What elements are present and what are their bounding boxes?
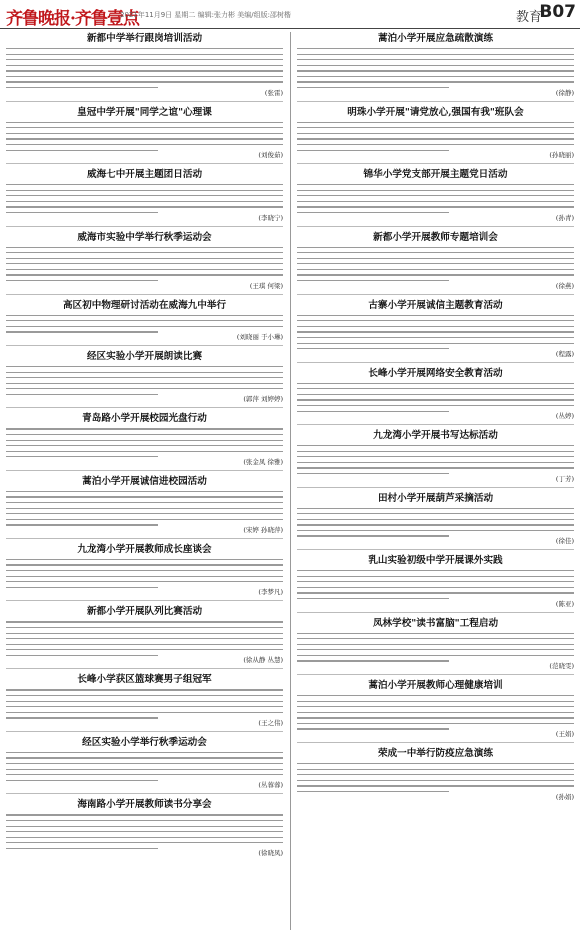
text-line — [6, 144, 283, 145]
text-line — [6, 320, 283, 321]
article-headline: 凤林学校"读书富脑"工程启动 — [372, 617, 499, 629]
text-line — [297, 706, 574, 707]
text-line — [6, 576, 283, 577]
text-line — [297, 399, 574, 400]
text-line — [6, 206, 283, 207]
article-body — [6, 366, 283, 395]
text-line — [6, 491, 283, 492]
article-body — [6, 559, 283, 588]
article-headline: 锦华小学党支部开展主题党日活动 — [363, 169, 508, 181]
news-article — [6, 736, 283, 789]
article-byline: (宋婷 孙晓萍) — [243, 525, 283, 534]
article-body — [297, 184, 574, 213]
text-line — [297, 462, 574, 463]
text-line — [297, 513, 574, 514]
article-headline: 新都小学开展队列比赛活动 — [86, 606, 203, 618]
text-line — [297, 633, 574, 634]
news-article — [297, 367, 574, 420]
text-line — [6, 133, 283, 134]
news-article — [6, 605, 283, 664]
text-line — [6, 456, 158, 457]
article-headline: 经区实验小学开展朗读比赛 — [86, 350, 203, 362]
news-article — [6, 798, 283, 857]
article-body — [297, 48, 574, 88]
text-line — [297, 133, 574, 134]
text-line — [6, 655, 158, 656]
article-separator — [6, 793, 283, 794]
text-line — [6, 87, 158, 88]
text-line — [6, 706, 283, 707]
text-line — [297, 76, 574, 77]
article-separator — [297, 163, 574, 164]
text-line — [297, 717, 574, 718]
text-line — [6, 190, 283, 191]
news-article — [6, 412, 283, 465]
text-line — [297, 530, 574, 531]
news-article — [297, 299, 574, 358]
article-byline: (丛婷) — [555, 412, 574, 421]
text-line — [6, 326, 283, 327]
text-line — [6, 434, 283, 435]
text-line — [6, 826, 283, 827]
text-line — [6, 842, 283, 843]
text-line — [6, 752, 283, 753]
text-line — [297, 252, 574, 253]
article-headline: 长峰小学开展网络安全教育活动 — [368, 367, 503, 379]
article-body — [6, 752, 283, 781]
text-line — [6, 627, 283, 628]
article-byline: (陈亚) — [555, 599, 574, 608]
text-line — [297, 467, 574, 468]
text-line — [6, 496, 283, 497]
issue-info: 2021年11月9日 星期二 编辑:张力彬 美编/组版:邵树楷 — [120, 11, 291, 19]
news-article — [6, 32, 283, 97]
text-line — [6, 247, 283, 248]
text-line — [6, 122, 283, 123]
text-line — [297, 280, 449, 281]
text-line — [297, 655, 574, 656]
section-name: 教育 — [515, 10, 542, 25]
text-line — [297, 774, 574, 775]
text-line — [297, 576, 574, 577]
article-byline: (王琪 何梁) — [249, 281, 283, 290]
article-body — [6, 122, 283, 151]
text-line — [6, 638, 283, 639]
article-separator — [297, 612, 574, 613]
article-body — [6, 184, 283, 213]
article-headline: 蒿泊小学开展应急疏散演练 — [377, 33, 494, 44]
column-divider — [290, 32, 291, 930]
article-separator — [6, 407, 283, 408]
article-headline: 威海市实验中学举行秋季运动会 — [77, 231, 212, 243]
article-headline: 新都中学举行跟岗培训活动 — [86, 33, 203, 44]
article-separator — [297, 294, 574, 295]
text-line — [6, 138, 283, 139]
article-headline: 古寨小学开展诚信主题教育活动 — [368, 299, 503, 311]
article-byline: (徐静) — [555, 88, 574, 97]
article-byline: (刘晓丽 于小琳) — [236, 332, 283, 341]
news-article — [297, 492, 574, 545]
text-line — [297, 269, 574, 270]
text-line — [297, 587, 574, 588]
article-body — [297, 445, 574, 474]
text-line — [6, 570, 283, 571]
text-line — [297, 638, 574, 639]
article-byline: (徐从静 丛慧) — [243, 656, 283, 665]
article-separator — [297, 674, 574, 675]
text-line — [297, 524, 574, 525]
text-line — [6, 315, 283, 316]
news-article — [297, 168, 574, 221]
text-line — [297, 411, 449, 412]
text-line — [6, 519, 283, 520]
article-headline: 蒿泊小学开展诚信进校园活动 — [82, 475, 207, 487]
article-headline: 蒿泊小学开展教师心理健康培训 — [368, 680, 503, 691]
text-line — [297, 763, 574, 764]
article-byline: (丛蓉蓉) — [258, 781, 283, 790]
article-byline: (徐晓凤) — [258, 849, 283, 858]
article-byline: (李晓宁) — [258, 213, 283, 222]
article-headline: 乳山实验初级中学开展课外实践 — [368, 555, 503, 567]
article-separator — [297, 362, 574, 363]
article-headline: 新都小学开展教师专题培训会 — [373, 231, 498, 243]
text-line — [297, 274, 574, 275]
text-line — [297, 138, 574, 139]
text-line — [297, 144, 574, 145]
text-line — [6, 587, 158, 588]
news-article — [297, 617, 574, 670]
text-line — [297, 184, 574, 185]
text-line — [6, 440, 283, 441]
text-line — [6, 774, 283, 775]
article-separator — [6, 538, 283, 539]
article-headline: 经区实验小学举行秋季运动会 — [82, 736, 207, 748]
text-line — [6, 274, 283, 275]
text-line — [6, 848, 158, 849]
text-line — [6, 621, 283, 622]
text-line — [297, 247, 574, 248]
text-line — [297, 54, 574, 55]
text-line — [6, 184, 283, 185]
news-article — [297, 747, 574, 800]
newspaper-logo: 齐鲁晚报·齐鲁壹点 — [6, 9, 139, 29]
text-line — [6, 649, 283, 650]
news-article — [297, 429, 574, 482]
text-line — [6, 763, 283, 764]
text-line — [6, 837, 283, 838]
news-article — [297, 106, 574, 159]
article-headline: 九龙湾小学开展书写达标活动 — [373, 430, 498, 442]
text-line — [6, 559, 283, 560]
text-line — [6, 712, 283, 713]
text-line — [297, 122, 574, 123]
text-line — [297, 81, 574, 82]
text-line — [297, 598, 449, 599]
article-separator — [6, 345, 283, 346]
text-line — [297, 258, 574, 259]
text-line — [297, 728, 449, 729]
text-line — [297, 592, 574, 593]
article-byline: (刘俊茹) — [258, 151, 283, 160]
text-line — [6, 388, 283, 389]
text-line — [297, 190, 574, 191]
news-article — [6, 168, 283, 221]
article-body — [297, 633, 574, 662]
article-byline: (孙青) — [555, 213, 574, 222]
article-body — [297, 315, 574, 350]
text-line — [6, 76, 283, 77]
text-line — [297, 320, 574, 321]
text-line — [6, 127, 283, 128]
text-line — [297, 348, 449, 349]
text-line — [297, 445, 574, 446]
article-body — [6, 48, 283, 88]
article-byline: (徐燕) — [555, 281, 574, 290]
article-headline: 威海七中开展主题团日活动 — [86, 169, 203, 181]
text-line — [297, 206, 574, 207]
article-body — [297, 570, 574, 599]
news-article — [6, 350, 283, 403]
text-line — [6, 769, 283, 770]
article-byline: (程露) — [555, 349, 574, 358]
text-line — [6, 252, 283, 253]
text-line — [297, 201, 574, 202]
text-line — [297, 456, 574, 457]
text-line — [297, 65, 574, 66]
text-line — [6, 150, 158, 151]
text-line — [6, 820, 283, 821]
article-body — [6, 689, 283, 718]
text-line — [297, 535, 449, 536]
text-line — [6, 695, 283, 696]
text-line — [297, 451, 574, 452]
text-line — [6, 502, 283, 503]
text-line — [297, 127, 574, 128]
text-line — [297, 473, 449, 474]
text-line — [297, 649, 574, 650]
article-body — [297, 508, 574, 537]
article-body — [6, 315, 283, 333]
text-line — [297, 791, 449, 792]
text-line — [6, 757, 283, 758]
text-line — [6, 372, 283, 373]
text-line — [297, 723, 574, 724]
article-body — [6, 491, 283, 526]
article-separator — [6, 226, 283, 227]
article-byline: (徐佳) — [555, 537, 574, 546]
text-line — [297, 59, 574, 60]
text-line — [6, 717, 158, 718]
text-line — [6, 377, 283, 378]
news-article — [6, 299, 283, 341]
text-line — [6, 394, 158, 395]
news-article — [297, 554, 574, 607]
text-line — [297, 337, 574, 338]
text-line — [6, 54, 283, 55]
article-headline: 海南路小学开展教师读书分享会 — [77, 799, 212, 811]
article-headline: 田村小学开展葫芦采摘活动 — [377, 492, 494, 504]
article-headline: 长峰小学获区篮球赛男子组冠军 — [77, 674, 212, 686]
text-line — [297, 785, 574, 786]
article-separator — [297, 424, 574, 425]
article-separator — [6, 668, 283, 669]
news-article — [6, 543, 283, 596]
news-article — [297, 32, 574, 97]
article-body — [6, 814, 283, 849]
article-headline: 明珠小学开展"请党放心,强国有我"班队会 — [347, 106, 524, 118]
page-number: B07 — [539, 2, 576, 22]
text-line — [6, 701, 283, 702]
text-line — [6, 524, 158, 525]
text-line — [6, 258, 283, 259]
text-line — [6, 81, 283, 82]
article-separator — [6, 600, 283, 601]
text-line — [6, 831, 283, 832]
article-separator — [6, 294, 283, 295]
article-body — [6, 428, 283, 457]
text-line — [6, 814, 283, 815]
text-line — [297, 383, 574, 384]
article-separator — [297, 487, 574, 488]
article-body — [297, 247, 574, 282]
text-line — [297, 644, 574, 645]
text-line — [6, 212, 158, 213]
text-line — [6, 269, 283, 270]
article-body — [297, 383, 574, 412]
article-byline: (丁芳) — [555, 474, 574, 483]
article-byline: (郭萍 刘婷婷) — [243, 395, 283, 404]
text-line — [6, 195, 283, 196]
article-byline: (王之伟) — [258, 718, 283, 727]
masthead — [0, 0, 580, 29]
text-line — [6, 564, 283, 565]
article-separator — [297, 549, 574, 550]
text-line — [297, 388, 574, 389]
article-headline: 皇冠中学开展"同学之谊"心理课 — [77, 106, 212, 118]
article-byline: (孙娟) — [555, 792, 574, 801]
left-news-column — [6, 32, 283, 861]
right-news-column — [297, 32, 574, 805]
article-separator — [6, 470, 283, 471]
article-byline: (孙晓丽) — [549, 151, 574, 160]
text-line — [6, 644, 283, 645]
article-body — [6, 247, 283, 282]
text-line — [6, 508, 283, 509]
article-byline: (张金凤 徐雅) — [243, 457, 283, 466]
text-line — [6, 65, 283, 66]
text-line — [6, 280, 158, 281]
article-separator — [6, 101, 283, 102]
article-headline: 青岛路小学开展校园光盘行动 — [82, 413, 207, 425]
text-line — [6, 366, 283, 367]
article-body — [297, 122, 574, 151]
text-line — [297, 570, 574, 571]
article-headline: 九龙湾小学开展教师成长座谈会 — [77, 543, 212, 555]
article-separator — [297, 226, 574, 227]
text-line — [6, 263, 283, 264]
article-separator — [297, 101, 574, 102]
article-separator — [6, 731, 283, 732]
text-line — [6, 780, 158, 781]
text-line — [297, 315, 574, 316]
article-body — [297, 695, 574, 730]
text-line — [297, 87, 449, 88]
text-line — [6, 581, 283, 582]
article-separator — [297, 742, 574, 743]
text-line — [6, 70, 283, 71]
article-byline: (张雷) — [264, 88, 283, 97]
news-article — [6, 475, 283, 534]
text-line — [297, 712, 574, 713]
news-article — [6, 673, 283, 726]
text-line — [297, 70, 574, 71]
text-line — [297, 581, 574, 582]
text-line — [297, 263, 574, 264]
news-article — [6, 231, 283, 290]
article-byline: (范晓雯) — [549, 662, 574, 670]
text-line — [297, 394, 574, 395]
article-byline: (李梦凡) — [258, 588, 283, 597]
text-line — [6, 59, 283, 60]
text-line — [297, 769, 574, 770]
news-article — [6, 106, 283, 159]
text-line — [297, 195, 574, 196]
text-line — [6, 633, 283, 634]
article-separator — [6, 163, 283, 164]
text-line — [6, 428, 283, 429]
text-line — [6, 383, 283, 384]
text-line — [297, 150, 449, 151]
text-line — [297, 212, 449, 213]
article-byline: (王娟) — [555, 730, 574, 739]
text-line — [6, 451, 283, 452]
text-line — [297, 405, 574, 406]
article-headline: 高区初中物理研讨活动在威海九中举行 — [62, 299, 227, 311]
text-line — [6, 513, 283, 514]
text-line — [297, 48, 574, 49]
text-line — [297, 326, 574, 327]
text-line — [297, 695, 574, 696]
text-line — [297, 519, 574, 520]
text-line — [6, 48, 283, 49]
news-article — [297, 679, 574, 738]
text-line — [297, 660, 449, 661]
news-article — [297, 231, 574, 290]
article-body — [297, 763, 574, 792]
text-line — [297, 343, 574, 344]
article-headline: 荣成一中举行防疫应急演练 — [377, 748, 494, 760]
text-line — [297, 508, 574, 509]
text-line — [6, 445, 283, 446]
text-line — [6, 689, 283, 690]
text-line — [297, 780, 574, 781]
text-line — [6, 331, 158, 332]
text-line — [297, 701, 574, 702]
text-line — [6, 201, 283, 202]
text-line — [297, 331, 574, 332]
article-body — [6, 621, 283, 656]
